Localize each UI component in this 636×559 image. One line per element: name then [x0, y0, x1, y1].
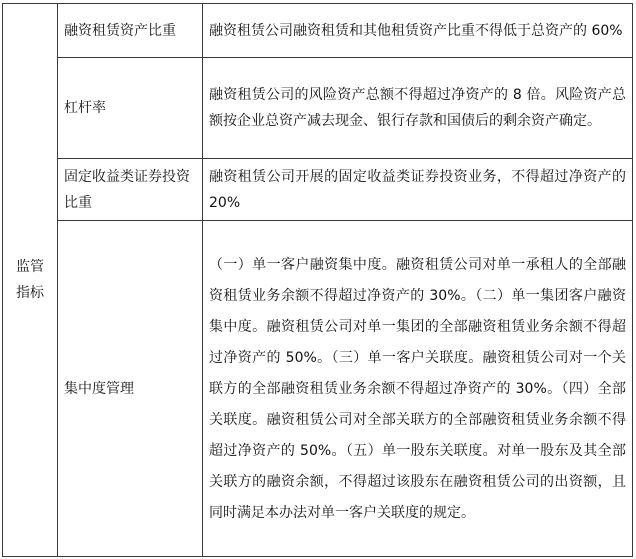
table-row — [3, 221, 633, 557]
row-content-asset-ratio: 融资租赁公司融资租赁和其他租赁资产比重不得低于总资产的 60% — [203, 4, 633, 58]
row-content-concentration: （一）单一客户融资集中度。融资租赁公司对单一承租人的全部融资租赁业务余额不得超过净资产的 30%。（二）单一集团客户融资集中度。融资租赁公司对单一集团的全部融资租赁业务余额不得超过净资产的 50%。（三）单一客户关联度。融资租赁公司对一个关联方的全部融资租赁业务余额不得超过净资产的 30%。（四）全部关联度。融资租赁公司对全部关联方的全部融资租赁业务余额不得超过净资产的 50%。（五）单一股东关联度。对单一股东及其全部关联方的融资余额，不得超过该股东在融资租赁公司的出资额，且同时满足本办法对单一客户关联度的规定。 — [203, 221, 633, 557]
row-label-asset-ratio: 融资租赁资产比重 — [58, 4, 203, 58]
category-cell — [3, 4, 58, 557]
category-label-line2: 指标 — [16, 285, 44, 301]
table-row — [3, 58, 633, 159]
category-label-line1: 监管 — [16, 259, 44, 275]
table-row — [3, 4, 633, 58]
row-label-leverage: 杠杆率 — [58, 58, 203, 159]
regulatory-indicators-table — [2, 3, 633, 557]
table-row — [3, 159, 633, 221]
row-content-leverage: 融资租赁公司的风险资产总额不得超过净资产的 8 倍。风险资产总额按企业总资产减去现金、银行存款和国债后的剩余资产确定。 — [203, 58, 633, 159]
row-label-fixed-income: 固定收益类证券投资比重 — [58, 159, 203, 221]
row-label-concentration: 集中度管理 — [58, 221, 203, 557]
row-content-fixed-income: 融资租赁公司开展的固定收益类证券投资业务，不得超过净资产的 20% — [203, 159, 633, 221]
